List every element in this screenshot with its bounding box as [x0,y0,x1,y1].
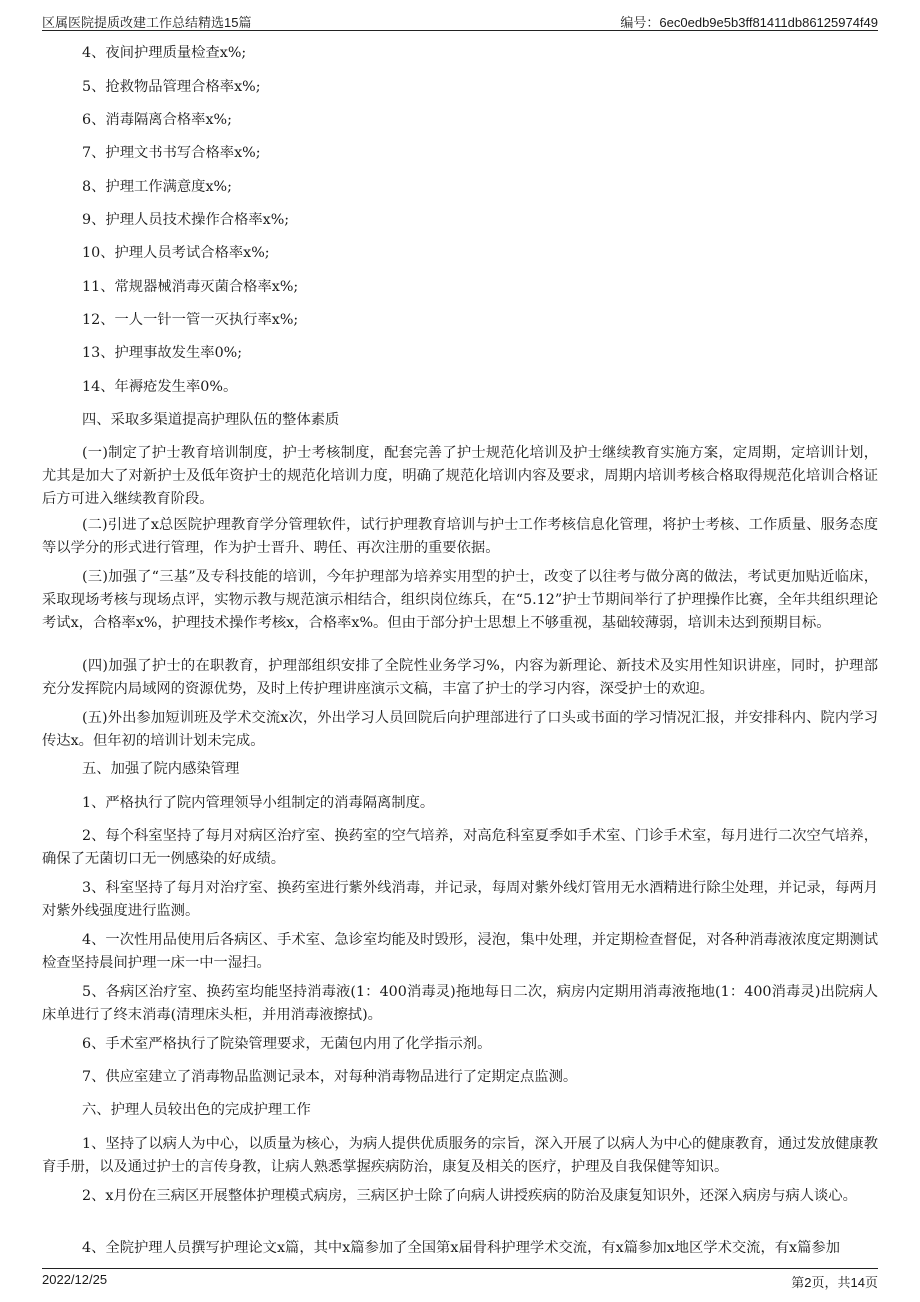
paragraph: 5、各病区治疗室、换药室均能坚持消毒液(1：400消毒灵)拖地每日二次，病房内定期用消毒液拖地(1：400消毒灵)出院病人床单进行了终末消毒(清理床头柜，并用消毒液擦拭)。 [42,984,878,1023]
list-item: 4、夜间护理质量检查x%; [82,45,247,61]
list-item: 10、护理人员考试合格率x%; [82,245,270,261]
page-header [42,10,878,31]
paragraph: 4、一次性用品使用后各病区、手术室、急诊室均能及时毁形，浸泡，集中处理，并定期检查督促，对各种消毒液浓度定期测试检查坚持晨间护理一床一中一湿扫。 [42,932,878,971]
page-footer [42,1268,878,1289]
paragraph: (五)外出参加短训班及学术交流x次，外出学习人员回院后向护理部进行了口头或书面的学习情况汇报，并安排科内、院内学习传达x。但年初的培训计划未完成。 [42,710,878,749]
paragraph: 2、x月份在三病区开展整体护理模式病房，三病区护士除了向病人讲授疾病的防治及康复知识外，还深入病房与病人谈心。 [82,1188,857,1204]
list-item: 9、护理人员技术操作合格率x%; [82,212,290,228]
document-title: 区属医院提质改建工作总结精选15篇 [42,15,252,30]
list-item: 7、护理文书书写合格率x%; [82,145,261,161]
list-item: 14、年褥疮发生率0%。 [82,379,238,395]
paragraph: (四)加强了护士的在职教育，护理部组织安排了全院性业务学习%，内容为新理论、新技术及实用性知识讲座，同时，护理部充分发挥院内局域网的资源优势，及时上传护理讲座演示文稿，丰富了护士的学习内容，深受护士的欢迎。 [42,658,878,697]
section-heading: 六、护理人员较出色的完成护理工作 [82,1102,311,1118]
paragraph: 4、全院护理人员撰写护理论文x篇，其中x篇参加了全国第x届骨科护理学术交流，有x篇参加x地区学术交流，有x篇参加 [82,1240,841,1256]
paragraph: 3、科室坚持了每月对治疗室、换药室进行紫外线消毒，并记录，每周对紫外线灯管用无水酒精进行除尘处理，并记录，每两月对紫外线强度进行监测。 [42,880,878,919]
paragraph: 6、手术室严格执行了院染管理要求，无菌包内用了化学指示剂。 [82,1036,492,1052]
paragraph: 1、坚持了以病人为中心，以质量为核心，为病人提供优质服务的宗旨，深入开展了以病人为中心的健康教育，通过发放健康教育手册，以及通过护士的言传身教，让病人熟悉掌握疾病防治，康复及相关的医疗，护理及自我保健等知识。 [42,1136,878,1175]
list-item: 5、抢救物品管理合格率x%; [82,79,261,95]
paragraph: (三)加强了“三基”及专科技能的培训，今年护理部为培养实用型的护士，改变了以往考与做分离的做法，考试更加贴近临床，采取现场考核与现场点评，实物示教与规范演示相结合，组织岗位练兵，在“5.12”护士节期间举行了护理操作比赛，全年共组织理论考试x，合格率x%，护理技术操作考核x，合格率x%。但由于部分护士思想上不够重视，基础较薄弱，培训未达到预期目标。 [42,569,878,631]
list-item: 13、护理事故发生率0%; [82,345,243,361]
footer-date: 2022/12/25 [42,1272,108,1287]
section-heading: 五、加强了院内感染管理 [82,761,240,777]
paragraph: (二)引进了x总医院护理教育学分管理软件，试行护理教育培训与护士工作考核信息化管理，将护士考核、工作质量、服务态度等以学分的形式进行管理，作为护士晋升、聘任、再次注册的重要依据。 [42,517,878,556]
section-heading: 四、采取多渠道提高护理队伍的整体素质 [82,412,340,428]
paragraph: 1、严格执行了院内管理领导小组制定的消毒隔离制度。 [82,795,435,811]
page-number: 第2页，共14页 [791,1275,878,1290]
list-item: 8、护理工作满意度x%; [82,179,232,195]
list-item: 11、常规器械消毒灭菌合格率x%; [82,279,299,295]
paragraph: (一)制定了护士教育培训制度，护士考核制度，配套完善了护士规范化培训及护士继续教育实施方案，定周期，定培训计划，尤其是加大了对新护士及低年资护士的规范化培训力度，明确了规范化培训内容及要求，周期内培训考核合格取得规范化培训合格证后方可进入继续教育阶段。 [42,445,878,507]
paragraph: 7、供应室建立了消毒物品监测记录本，对每种消毒物品进行了定期定点监测。 [82,1069,578,1085]
list-item: 12、一人一针一管一灭执行率x%; [82,312,299,328]
list-item: 6、消毒隔离合格率x%; [82,112,232,128]
document-code: 编号：6ec0edb9e5b3ff81411db86125974f49 [620,15,878,30]
paragraph: 2、每个科室坚持了每月对病区治疗室、换药室的空气培养，对高危科室夏季如手术室、门诊手术室，每月进行二次空气培养，确保了无菌切口无一例感染的好成绩。 [42,828,878,867]
